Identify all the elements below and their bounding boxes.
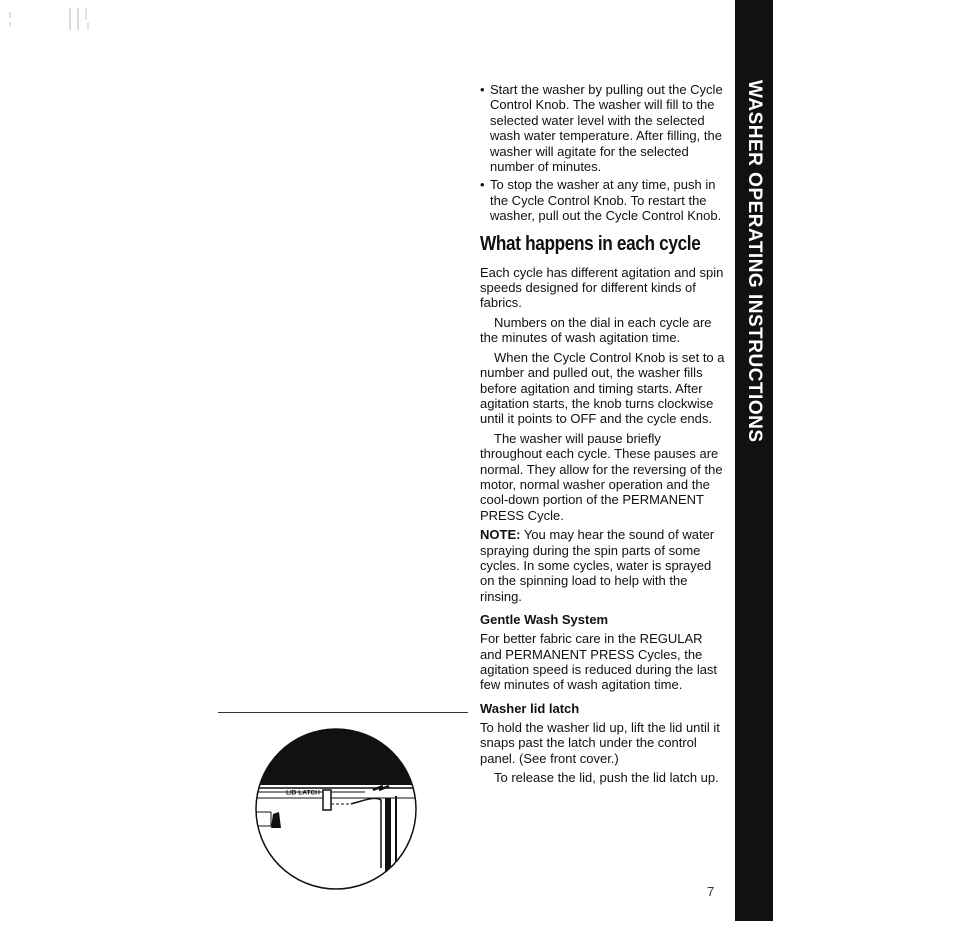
subheading-lid-latch: Washer lid latch [480, 700, 580, 716]
subheading-gentle-wash: Gentle Wash System [480, 612, 609, 628]
bullet-text: To stop the washer at any time, push in the Cycle Control Knob. To restart the washer, pull out the Cycle Control Knob. [490, 177, 722, 224]
section-heading: What happens in each cycle [480, 232, 701, 255]
side-tab-title: WASHER OPERATING INSTRUCTIONS [744, 80, 765, 443]
paragraph: To release the lid, push the lid latch up. [494, 770, 719, 786]
lid-latch-label: LID LATCH [286, 789, 320, 797]
content-column [480, 82, 726, 789]
note-paragraph [480, 527, 726, 604]
list-item [480, 177, 726, 223]
paragraph: Each cycle has different agitation and spin speeds designed for different kinds of fabrics. [480, 264, 724, 311]
paragraph: When the Cycle Control Knob is set to a number and pulled out, the washer fills before agitation and timing starts. After agitation starts, the knob turns clockwise until it points to OFF and the cycle ends. [480, 349, 725, 427]
paragraph: Numbers on the dial in each cycle are the minutes of wash agitation time. [480, 314, 712, 346]
bullet-icon: • [480, 82, 485, 97]
bullet-icon: • [480, 177, 485, 193]
scan-marks [8, 6, 98, 32]
note-text: You may hear the sound of water spraying during the spin parts of some cycles. In some cycles, water is sprayed on the spinning load to help with the rinsing. [480, 527, 715, 604]
paragraph: The washer will pause briefly throughout each cycle. These pauses are normal. They allow for the reversing of the motor, normal washer operation and the cool-down portion of the PERMANENT PRESS Cycle. [480, 430, 723, 523]
divider [218, 712, 468, 713]
bullet-text: Start the washer by pulling out the Cycle Control Knob. The washer will fill to the selected water level with the selected wash water temperature. After filling, the washer will agitate for the selected number of minutes. [490, 82, 723, 175]
list-item [480, 82, 726, 174]
note-label: NOTE: [480, 527, 521, 543]
paragraph: For better fabric care in the REGULAR and PERMANENT PRESS Cycles, the agitation speed is reduced during the last few minutes of wash agitation time. [480, 631, 718, 693]
page-number: 7 [707, 884, 715, 899]
lid-latch-illustration [255, 728, 417, 890]
paragraph: To hold the washer lid up, lift the lid until it snaps past the latch under the control panel. (See front cover.) [480, 719, 720, 766]
